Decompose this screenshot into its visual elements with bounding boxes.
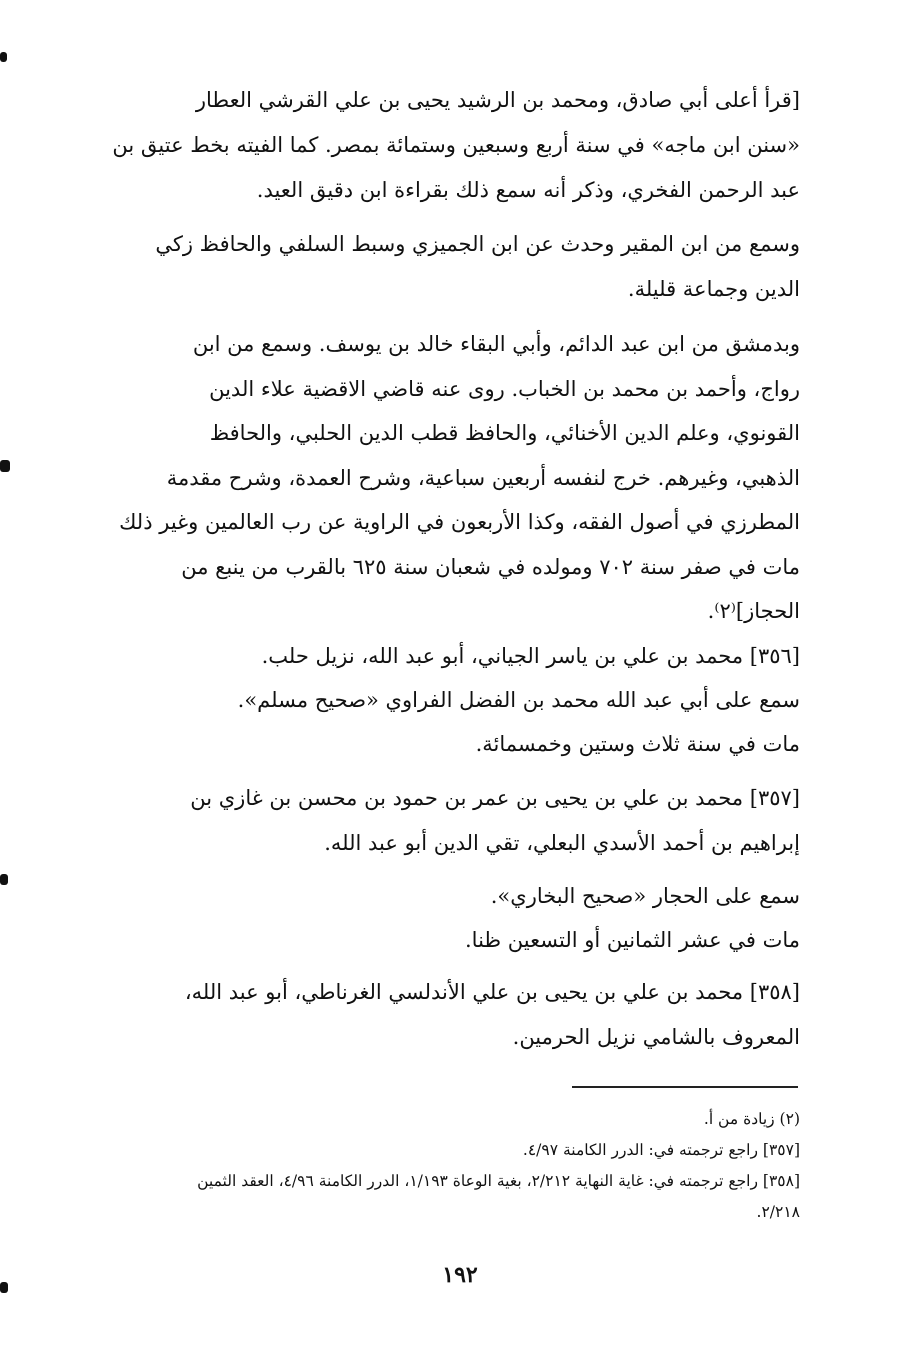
text-line: الدين وجماعة قليلة. (627, 277, 800, 301)
paragraph-teachers (82, 222, 800, 312)
footnote-line: (٢) زيادة من أ. (703, 1110, 800, 1128)
text-line: سمع على أبي عبد الله محمد بن الفضل الفراوي «صحيح مسلم». (237, 688, 800, 712)
binding-mark (0, 460, 10, 472)
entry-357 (82, 776, 800, 866)
text-line: المعروف بالشامي نزيل الحرمين. (512, 1025, 800, 1049)
text-line: [قرأ أعلى أبي صادق، ومحمد بن الرشيد يحيى بن علي القرشي العطار (195, 88, 800, 112)
footnote-line: ٢/٢١٨. (756, 1203, 800, 1221)
binding-mark (0, 1282, 8, 1293)
footnote-line: [٣٥٨] راجع ترجمته في: غاية النهاية ٢/٢١٢، بغية الوعاة ١/١٩٣، الدرر الكامنة ٤/٩٦، العقد الثمين (197, 1172, 800, 1190)
page-number: ١٩٢ (442, 1262, 478, 1288)
paragraph-added-text (82, 78, 800, 213)
text-line: [٣٥٨] محمد بن علي بن يحيى بن علي الأندلسي الغرناطي، أبو عبد الله، (184, 980, 800, 1004)
entry-358 (82, 970, 800, 1060)
text-line: الحجاز]⁽٢⁾. (707, 599, 800, 623)
text-line: [٣٥٦] محمد بن علي بن ياسر الجياني، أبو عبد الله، نزيل حلب. (261, 644, 800, 668)
text-line: وبدمشق من ابن عبد الدائم، وأبي البقاء خالد بن يوسف. وسمع من ابن (192, 332, 800, 356)
text-line: المطرزي في أصول الفقه، وكذا الأربعون في الراوية عن رب العالمين وغير ذلك (119, 510, 800, 534)
text-line: إبراهيم بن أحمد الأسدي البعلي، تقي الدين أبو عبد الله. (324, 831, 800, 855)
text-line: وسمع من ابن المقير وحدث عن ابن الجميزي وسبط السلفي والحافظ زكي (155, 232, 800, 256)
binding-mark (0, 874, 8, 885)
entry-356 (238, 634, 800, 766)
paragraph-damascus (82, 322, 800, 634)
text-line: عبد الرحمن الفخري، وذكر أنه سمع ذلك بقراءة ابن دقيق العيد. (256, 178, 800, 202)
footnote-line: [٣٥٧] راجع ترجمته في: الدرر الكامنة ٤/٩٧. (522, 1141, 800, 1159)
footnotes (82, 1104, 800, 1228)
text-line: الذهبي، وغيرهم. خرج لنفسه أربعين سباعية، وشرح العمدة، وشرح مقدمة (166, 465, 800, 490)
text-line: القونوي، وعلم الدين الأخنائي، والحافظ قطب الدين الحلبي، والحافظ (209, 421, 800, 445)
entry-357-details (465, 874, 800, 962)
footnote-separator (572, 1086, 798, 1088)
text-line: سمع على الحجار «صحيح البخاري». (490, 884, 800, 908)
text-line: «سنن ابن ماجه» في سنة أربع وسبعين وستمائة بمصر. كما الفيته بخط عتيق بن (112, 133, 800, 157)
binding-mark (0, 52, 7, 62)
text-line: مات في سنة ثلاث وستين وخمسمائة. (475, 732, 800, 756)
text-line: [٣٥٧] محمد بن علي بن يحيى بن عمر بن حمود بن محسن بن غازي بن (190, 786, 800, 810)
text-line: مات في صفر سنة ٧٠٢ ومولده في شعبان سنة ٦٢٥ بالقرب من ينبع من (181, 554, 800, 579)
text-line: مات في عشر الثمانين أو التسعين ظنا. (465, 928, 800, 952)
text-line: رواج، وأحمد بن محمد بن الخباب. روى عنه قاضي الاقضية علاء الدين (209, 376, 800, 401)
